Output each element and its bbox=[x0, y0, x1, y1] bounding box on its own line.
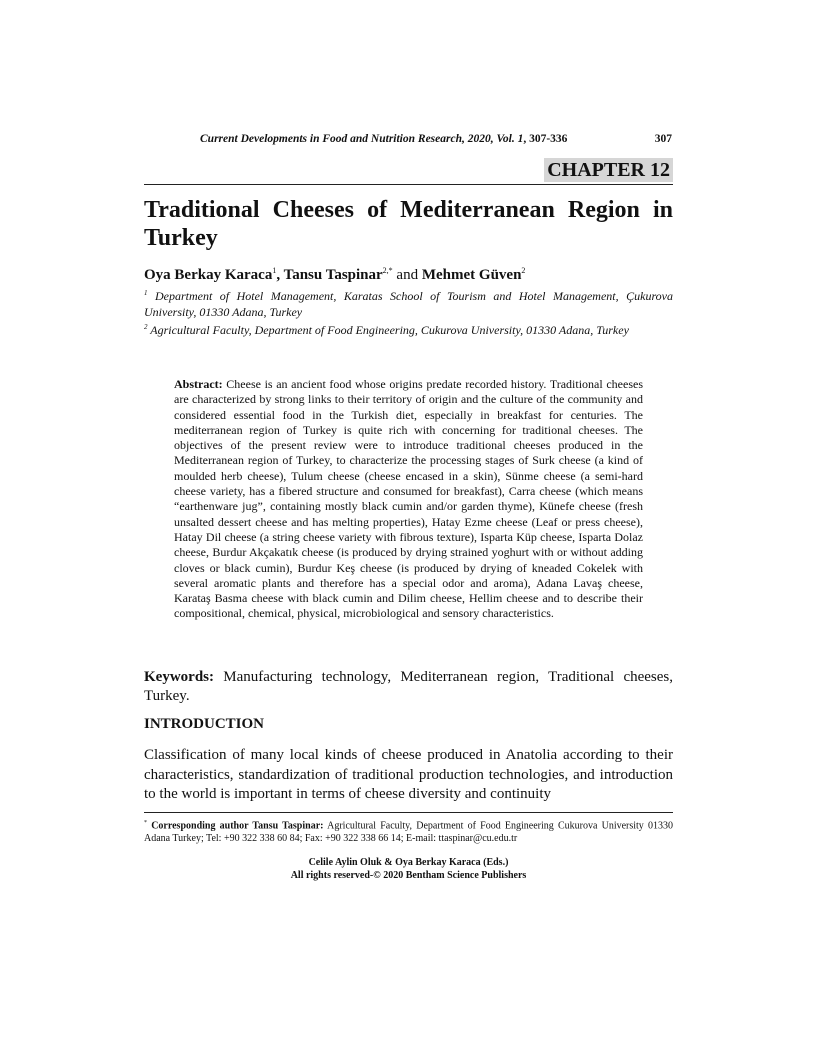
abstract-label: Abstract: bbox=[174, 377, 223, 391]
journal-volume: Vol. 1 bbox=[496, 133, 524, 145]
author-affiliation-mark: 2 bbox=[521, 266, 526, 275]
author-name: Tansu Taspinar bbox=[283, 267, 383, 283]
author-separator: and bbox=[392, 267, 422, 283]
keywords bbox=[144, 668, 673, 706]
introduction-paragraph: Classification of many local kinds of cheese produced in Anatolia according to their characteristics, standardization of traditional production technologies, and introduction to the world is important in terms of cheese diversity and continuity bbox=[144, 747, 673, 802]
section-heading: INTRODUCTION bbox=[144, 716, 265, 732]
author-name: Oya Berkay Karaca bbox=[144, 267, 273, 283]
journal-name: Current Developments in Food and Nutrition Research bbox=[200, 133, 462, 145]
journal-pages: , 307-336 bbox=[523, 133, 568, 145]
keywords-label: Keywords: bbox=[144, 669, 214, 685]
author-list bbox=[144, 262, 673, 284]
keywords-text: Manufacturing technology, Mediterranean region, Traditional cheeses, Turkey. bbox=[144, 669, 673, 704]
journal-year: , 2020, bbox=[461, 133, 497, 145]
editors-line: Celile Aylin Oluk & Oya Berkay Karaca (Eds.) bbox=[308, 857, 509, 868]
footnote-divider bbox=[144, 812, 673, 813]
rights-line: All rights reserved-© 2020 Bentham Science Publishers bbox=[290, 870, 527, 881]
affiliation-text: Department of Hotel Management, Karatas School of Tourism and Hotel Management, Çukurova University, 01330 Adana, Turkey bbox=[144, 289, 673, 319]
author-affiliation-mark: 2,* bbox=[382, 266, 393, 275]
page-number: 307 bbox=[654, 133, 672, 145]
affiliation bbox=[144, 285, 673, 320]
running-head bbox=[200, 133, 672, 145]
publisher-block bbox=[144, 856, 673, 882]
footnote-label: Corresponding author Tansu Taspinar: bbox=[147, 820, 324, 832]
abstract bbox=[174, 377, 643, 622]
author-affiliation-mark: 1 bbox=[272, 266, 277, 275]
affiliation bbox=[144, 319, 673, 338]
footnote-mark: * bbox=[144, 820, 147, 826]
author-name: Mehmet Güven bbox=[421, 267, 522, 283]
chapter-row bbox=[144, 158, 673, 185]
affiliation-mark: 1 bbox=[144, 289, 148, 297]
footnote-text: Agricultural Faculty, Department of Food Engineering Cukurova University 01330 Adana Turkey; Tel: +90 322 338 60 84; Fax: +90 322 338 66 14; E-mail: ttaspinar@cu.edu.tr bbox=[144, 820, 674, 844]
footnote bbox=[144, 817, 673, 845]
abstract-text: Cheese is an ancient food whose origins predate recorded history. Traditional cheeses are characterized by strong links to their territory of origin and the culture of the community and considered essential food in the Turkish diet, especially in breakfast for centuries. The mediterranean region of Turkey is quite rich with concerning for traditional cheeses. The objectives of the present review were to introduce traditional cheeses produced in the Mediterranean region of Turkey, to characterize the processing stages of Surk cheese (a kind of moulded herb cheese), Tulum cheese (cheese encased in a skin), Sünme cheese (a semi-hard cheese variety, has a fibered structure and consumed for breakfast), Carra cheese (which means “earthenware jug”, containing mostly black cumin and/or garden thyme), Künefe cheese (fresh unsalted dessert cheese and has melting properties), Hatay Ezme cheese (Leaf or press cheese), Hatay Dil cheese (a string cheese variety with fibrous texture), Isparta Küp cheese, Isparta Dolaz cheese, Burdur Akçakatık cheese (is produced by drying strained yoghurt with or without adding cloves or black cumin), Burdur Keş cheese (is produced by drying of kneaded Cokelek with several aromatic plants and therefore has a special odor and aroma), Adana Lavaş cheese, Karataş Basma cheese with black cumin and Dilim cheese, Hellim cheese and to describe their compositional, chemical, physical, microbiological and sensory characteristics. bbox=[174, 377, 643, 621]
chapter-label: CHAPTER 12 bbox=[544, 158, 673, 182]
affiliation-text: Agricultural Faculty, Department of Food Engineering, Cukurova University, 01330 Adana, Turkey bbox=[147, 323, 629, 337]
paper-title: Traditional Cheeses of Mediterranean Region in Turkey bbox=[144, 197, 673, 251]
author-separator: , bbox=[276, 267, 284, 283]
affiliation-mark: 2 bbox=[144, 323, 148, 331]
